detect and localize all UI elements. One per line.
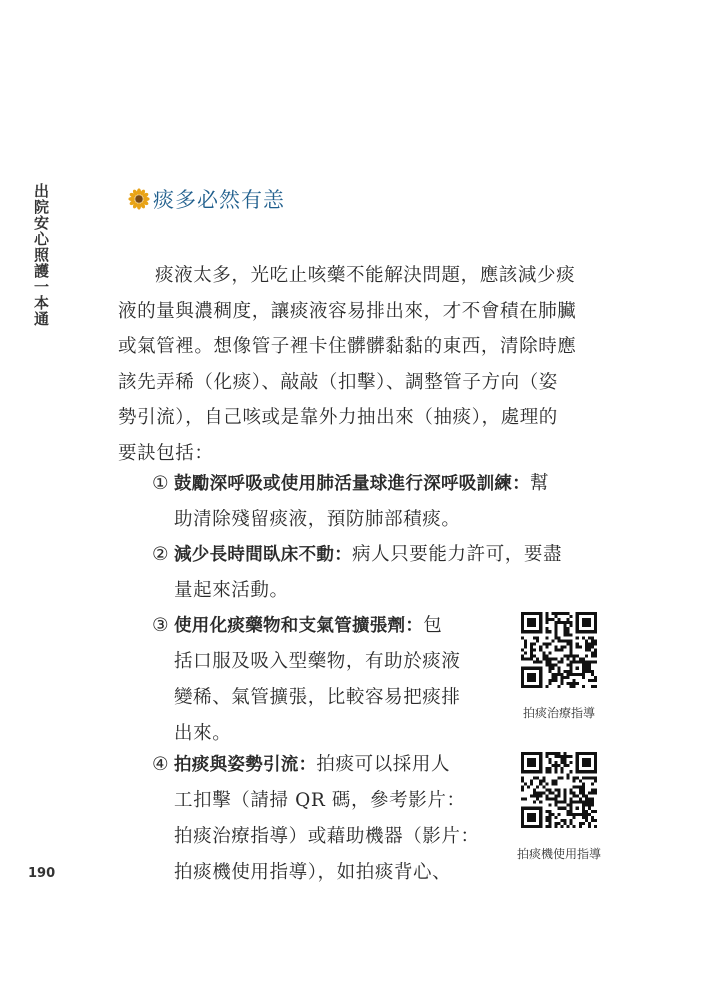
- intro-line: 勢引流），自己咳或是靠外力抽出來（抽痰），處理的: [118, 407, 558, 428]
- intro-line: 該先弄稀（化痰）、敲敲（扣擊）、調整管子方向（姿: [118, 371, 558, 393]
- item-number: ②: [152, 544, 170, 565]
- item-number: ③: [152, 615, 170, 636]
- item-number: ①: [152, 473, 170, 494]
- item-bold-lead: 減少長時間臥床不動：: [174, 545, 352, 565]
- qr-caption: 拍痰機使用指導: [516, 847, 601, 861]
- item-text: 病人只要能力許可，要盡: [352, 544, 563, 565]
- item-text: 包: [423, 615, 443, 636]
- intro-line: 液的量與濃稠度，讓痰液容易排出來，才不會積在肺臟: [118, 300, 577, 322]
- book-side-title: 出院安心照護一本通: [32, 183, 50, 327]
- item-bold-lead: 拍痰與姿勢引流：: [174, 755, 317, 775]
- page-number: 190: [28, 866, 56, 881]
- sunflower-icon: [128, 188, 150, 210]
- list-item-medication: [152, 608, 497, 752]
- item-bold-lead: 鼓勵深呼吸或使用肺活量球進行深呼吸訓練：: [174, 474, 530, 494]
- intro-line: 痰液太多，光吃止咳藥不能解決問題，應該減少痰: [155, 265, 576, 286]
- item-number: ④: [152, 754, 170, 775]
- item-text-line: 拍痰機使用指導），如拍痰背心、: [174, 862, 452, 883]
- qr-code-percussion-guide[interactable]: [521, 612, 597, 688]
- item-text-line: 拍痰治療指導）或藉助機器（影片：: [174, 826, 480, 847]
- list-item-reduce-bedrest: [152, 537, 612, 609]
- section-heading: [128, 184, 285, 214]
- intro-line: 要訣包括：: [118, 442, 214, 464]
- intro-paragraph: [118, 258, 608, 471]
- section-heading-text: 痰多必然有恙: [153, 188, 285, 212]
- item-text-line: 出來。: [174, 723, 232, 744]
- item-text-line: 量起來活動。: [174, 580, 289, 601]
- item-bold-lead: 使用化痰藥物和支氣管擴張劑：: [174, 616, 424, 636]
- item-text-line: 助清除殘留痰液，預防肺部積痰。: [174, 509, 461, 530]
- qr-caption: 拍痰治療指導: [522, 706, 595, 720]
- item-text-line: 工扣擊（請掃 QR 碼，參考影片：: [174, 790, 466, 811]
- item-text: 拍痰可以採用人: [316, 754, 451, 775]
- intro-line: 或氣管裡。想像管子裡卡住髒髒黏黏的東西，清除時應: [118, 336, 577, 357]
- item-text-line: 變稀、氣管擴張，比較容易把痰排: [174, 687, 461, 708]
- item-text: 幫: [530, 473, 550, 494]
- list-item-deep-breathing: [152, 466, 612, 538]
- list-item-chest-percussion: [152, 747, 497, 891]
- qr-code-percussion-machine-guide[interactable]: [521, 752, 597, 828]
- item-text-line: 括口服及吸入型藥物，有助於痰液: [174, 651, 461, 672]
